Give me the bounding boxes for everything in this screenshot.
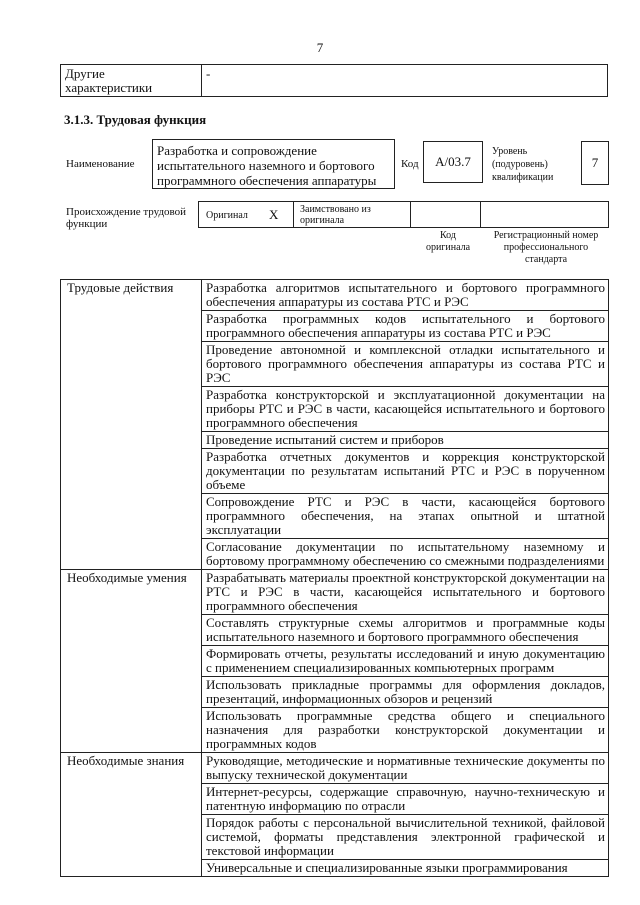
original-label: Оригинал (206, 210, 248, 221)
origin-code-cell (410, 201, 481, 228)
function-code: A/03.7 (435, 154, 471, 169)
qualification-level: 7 (591, 155, 599, 170)
section-label: Необходимые знания (61, 753, 202, 877)
other-characteristics-label: Другие характеристики (65, 66, 153, 95)
section-item: Составлять структурные схемы алгоритмов и программные коды испытательного наземного и бортового программного обеспечения (202, 615, 609, 646)
table-row (61, 280, 609, 311)
origin-original-cell (198, 201, 294, 228)
section-title: 3.1.3. Трудовая функция (64, 112, 207, 127)
origin-borrowed-cell (293, 201, 411, 228)
function-name: Разработка и сопровождение испытательного наземного и бортового программного обеспечения аппаратуры (157, 143, 377, 188)
page-number: 7 (316, 40, 324, 55)
origin-label: Происхождение трудовой функции (66, 206, 187, 230)
table-row (61, 753, 609, 784)
section-item: Сопровождение РТС и РЭС в части, касающейся бортового программного обеспечения, на этапах опытной и штатной эксплуатации (202, 494, 609, 539)
section-item: Использовать программные средства общего и специального назначения для разработки конструкторской документации и программных кодов (202, 708, 609, 753)
origin-reg-number-cell (480, 201, 609, 228)
original-mark: X (269, 207, 279, 222)
function-name-cell (152, 139, 395, 189)
level-label: Уровень (подуровень) квалификации (492, 146, 554, 183)
other-characteristics-label-cell (60, 64, 202, 97)
section-item: Разработка отчетных документов и коррекция конструкторской документации по результатам испытаний РТС и РЭС в порученном объеме (202, 449, 609, 494)
reg-caption: Регистрационный номер профессионального стандарта (493, 230, 599, 265)
section-item: Формировать отчеты, результаты исследований и иную документацию с применением специализированных компьютерных программ (202, 646, 609, 677)
section-item: Порядок работы с персональной вычислительной техникой, файловой системой, форматы представления электронной графической и текстовой информации (202, 815, 609, 860)
section-item: Универсальные и специализированные языки программирования (202, 860, 609, 877)
section-item: Разработка конструкторской и эксплуатационной документации на приборы РТС и РЭС в части, касающейся испытательного и бортового программного обеспечения (202, 387, 609, 432)
code-label: Код (401, 158, 419, 170)
table-row (61, 570, 609, 615)
section-item: Разработка программных кодов испытательного и бортового программного обеспечения аппаратуры из состава РТС и РЭС (202, 311, 609, 342)
other-characteristics-value: - (206, 66, 211, 81)
labor-function-table (60, 279, 609, 877)
section-item: Проведение автономной и комплексной отладки испытательного и бортового программного обеспечения аппаратуры из состава РТС и РЭС (202, 342, 609, 387)
section-item: Разработка алгоритмов испытательного и бортового программного обеспечения аппаратуры из состава РТС и РЭС (202, 280, 609, 311)
section-item: Согласование документации по испытательному наземному и бортовому программному обеспечению со смежными подразделениями (202, 539, 609, 570)
section-item: Интернет-ресурсы, содержащие справочную, научно-техническую и патентную информацию по отрасли (202, 784, 609, 815)
borrowed-label: Заимствовано из оригинала (300, 204, 371, 226)
section-item: Проведение испытаний систем и приборов (202, 432, 609, 449)
section-label: Необходимые умения (61, 570, 202, 753)
section-item: Разрабатывать материалы проектной конструкторской документации на РТС и РЭС в части, касающейся испытательного и бортового программного обеспечения (202, 570, 609, 615)
section-label: Трудовые действия (61, 280, 202, 570)
section-item: Использовать прикладные программы для оформления докладов, презентаций, информационных обзоров и рецензий (202, 677, 609, 708)
name-label: Наименование (66, 158, 135, 170)
other-characteristics-value-cell (201, 64, 608, 97)
code-caption: Код оригинала (425, 230, 471, 253)
section-item: Руководящие, методические и нормативные технические документы по выпуску технической документации (202, 753, 609, 784)
qualification-level-cell (581, 141, 609, 185)
function-code-cell (423, 141, 483, 183)
